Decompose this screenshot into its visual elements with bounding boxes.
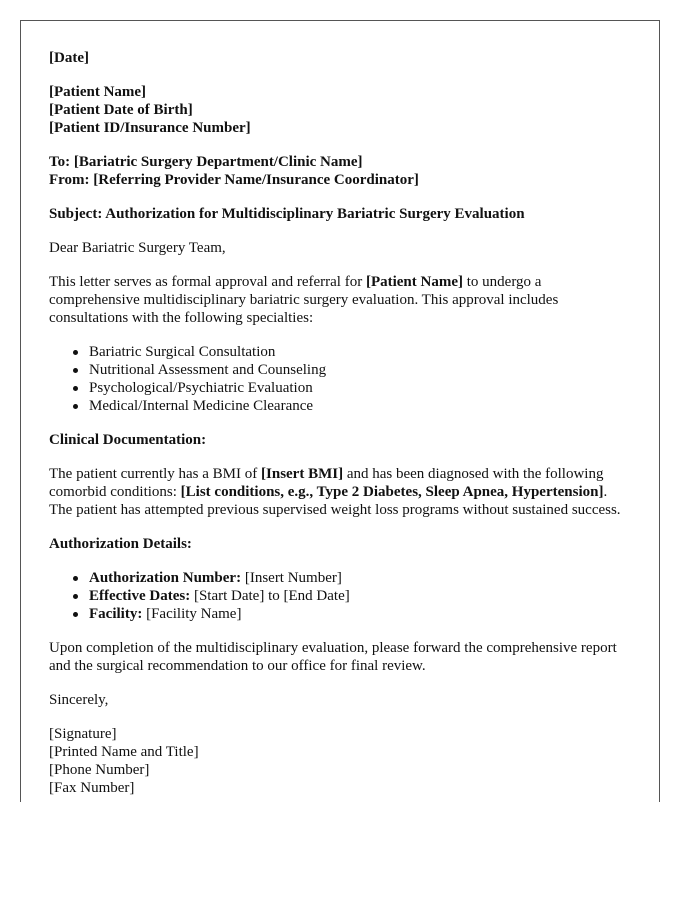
intro-patient-name: [Patient Name] xyxy=(365,274,463,290)
signature-block xyxy=(49,725,631,797)
letter-content xyxy=(21,21,659,797)
closing-paragraph: Upon completion of the multidisciplinary evaluation, please forward the comprehensive report and the surgical recommendation to our office for final review. xyxy=(49,640,617,674)
clinical-text-1: The patient currently has a BMI of xyxy=(49,466,262,482)
letter-page xyxy=(20,20,660,802)
from-line: From: [Referring Provider Name/Insurance Coordinator] xyxy=(49,172,419,188)
clinical-text-2: and has been diagnosed with the following comorbid conditions: xyxy=(49,466,604,500)
specialties-list xyxy=(49,343,631,415)
phone-line: [Phone Number] xyxy=(49,762,150,778)
clinical-heading-text: Clinical Documentation: xyxy=(49,432,207,448)
intro-text-2: to undergo a comprehensive multidisciplinary bariatric surgery evaluation. This approval includes consultations with the following specialties: xyxy=(49,274,559,326)
signature-line: [Signature] xyxy=(49,726,117,742)
patient-info-block xyxy=(49,83,631,137)
specialty-label: Bariatric Surgical Consultation xyxy=(89,344,276,360)
patient-id: [Patient ID/Insurance Number] xyxy=(49,120,251,136)
clinical-heading xyxy=(49,431,631,449)
bullet-icon xyxy=(73,594,78,599)
clinical-text-3: . The patient has attempted previous supervised weight loss programs without sustained success. xyxy=(49,484,621,518)
list-item xyxy=(89,587,631,605)
subject-text: Subject: Authorization for Multidisciplinary Bariatric Surgery Evaluation xyxy=(49,206,525,222)
authorization-heading-text: Authorization Details: xyxy=(49,536,192,552)
effective-dates-value: [Start Date] to [End Date] xyxy=(190,588,350,604)
date-text: [Date] xyxy=(49,50,89,66)
patient-name: [Patient Name] xyxy=(49,84,147,100)
bullet-icon xyxy=(73,404,78,409)
bmi-placeholder: [Insert BMI] xyxy=(261,466,344,482)
subject-line xyxy=(49,205,631,223)
salutation: Dear Bariatric Surgery Team, xyxy=(49,240,226,256)
list-item xyxy=(89,343,631,361)
routing-block xyxy=(49,153,631,189)
bullet-icon xyxy=(73,350,78,355)
list-item xyxy=(89,397,631,415)
printed-name-line: [Printed Name and Title] xyxy=(49,744,199,760)
closing: Sincerely, xyxy=(49,692,109,708)
facility-value: [Facility Name] xyxy=(142,606,242,622)
specialty-label: Medical/Internal Medicine Clearance xyxy=(89,398,314,414)
bullet-icon xyxy=(73,368,78,373)
authorization-list xyxy=(49,569,631,623)
conditions-placeholder: [List conditions, e.g., Type 2 Diabetes, Sleep Apnea, Hypertension] xyxy=(180,484,604,500)
specialty-label: Nutritional Assessment and Counseling xyxy=(89,362,327,378)
list-item xyxy=(89,379,631,397)
patient-dob: [Patient Date of Birth] xyxy=(49,102,193,118)
facility-label: Facility: xyxy=(89,606,143,622)
bullet-icon xyxy=(73,612,78,617)
list-item xyxy=(89,569,631,587)
clinical-paragraph xyxy=(49,465,631,519)
bullet-icon xyxy=(73,386,78,391)
authorization-heading xyxy=(49,535,631,553)
specialty-label: Psychological/Psychiatric Evaluation xyxy=(89,380,313,396)
auth-number-label: Authorization Number: xyxy=(89,570,242,586)
effective-dates-label: Effective Dates: xyxy=(89,588,191,604)
auth-number-value: [Insert Number] xyxy=(241,570,342,586)
bullet-icon xyxy=(73,576,78,581)
to-line: To: [Bariatric Surgery Department/Clinic Name] xyxy=(49,154,363,170)
list-item xyxy=(89,361,631,379)
list-item xyxy=(89,605,631,623)
letter-date xyxy=(49,49,631,67)
intro-text-1: This letter serves as formal approval and referral for xyxy=(49,274,366,290)
fax-line: [Fax Number] xyxy=(49,780,135,796)
intro-paragraph xyxy=(49,273,631,327)
